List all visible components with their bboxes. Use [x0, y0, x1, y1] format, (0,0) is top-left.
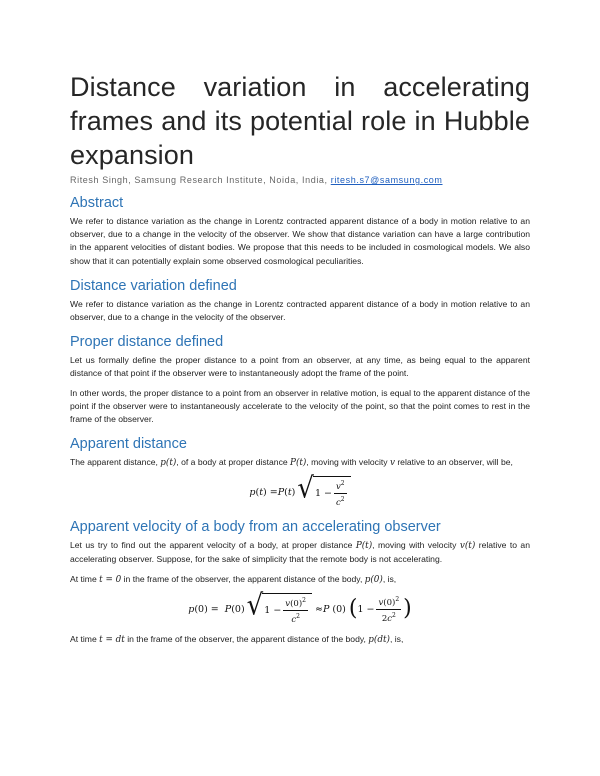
author-affiliation: Ritesh Singh, Samsung Research Institute, Noida, India,: [70, 175, 328, 185]
author-email-link[interactable]: ritesh.s7@samsung.com: [330, 175, 443, 185]
paper-title: Distance variation in accelerating frames and its potential role in Hubble expansion: [70, 72, 530, 170]
apparent-distance-heading: Apparent distance: [70, 436, 187, 453]
equation-apparent-distance-t0: p (0) = P (0) √ 1 − $\frac{v(0)^2}{c^2}$ ≈ P (0) ( 1 − $\frac{v(0)^2}{2c^2}$ ): [188, 588, 412, 625]
equation-apparent-distance: p ( t ) = P ( t ) √ 1 − $\frac{v^2}{c^2}$: [70, 476, 530, 509]
apparent-velocity-paragraph-3: At time t = dt in the frame of the observer, the apparent distance of the body, p(dt), is,: [70, 634, 404, 646]
proper-distance-paragraph-1: Let us formally define the proper distance to a point from an observer, at any time, as being equal to the apparent distance of that point if the observer were to instantaneously adopt the frame of the point.: [70, 355, 530, 379]
apparent-velocity-paragraph-2: At time t = 0 in the frame of the observer, the apparent distance of the body, p(0), is,: [70, 573, 397, 585]
distance-variation-text: We refer to distance variation as the change in Lorentz contracted apparent distance of a body in motion relative to an observer, due to a change in the velocity of the observer.: [70, 298, 530, 323]
apparent-velocity-paragraph-1: Let us try to find out the apparent velocity of a body, at proper distance P(t), moving with velocity v(t) relative to an accelerating observer. Suppose, for the sake of simplicity that the remote body is not accelerating.: [70, 540, 530, 565]
apparent-velocity-heading: Apparent velocity of a body from an accelerating observer: [70, 519, 441, 536]
proper-distance-paragraph-2: In other words, the proper distance to a point from an observer in relative motion, is equal to the apparent distance of the point if the observer were to instantaneously accelerate to the velocity of the point, so that the point comes to rest in the frame of the observer.: [70, 387, 530, 425]
distance-variation-heading: Distance variation defined: [70, 277, 237, 294]
abstract-heading: Abstract: [70, 195, 124, 211]
author-line: [70, 175, 530, 185]
paper-content: [70, 70, 530, 654]
abstract-text: We refer to distance variation as the change in Lorentz contracted apparent distance of a body in motion relative to an observer, due to a change in the velocity of the observer. We show that distance variation can have a large contribution in the apparent velocities of distant bodies. We propose that this needs to be included in cosmological models. We also show that it can potentially explain some observed cosmological peculiarities.: [70, 216, 530, 266]
apparent-distance-paragraph: The apparent distance, p(t), of a body at proper distance P(t), moving with velocity v relative to an observer, will be,: [70, 457, 513, 469]
proper-distance-heading: Proper distance defined: [70, 334, 224, 351]
